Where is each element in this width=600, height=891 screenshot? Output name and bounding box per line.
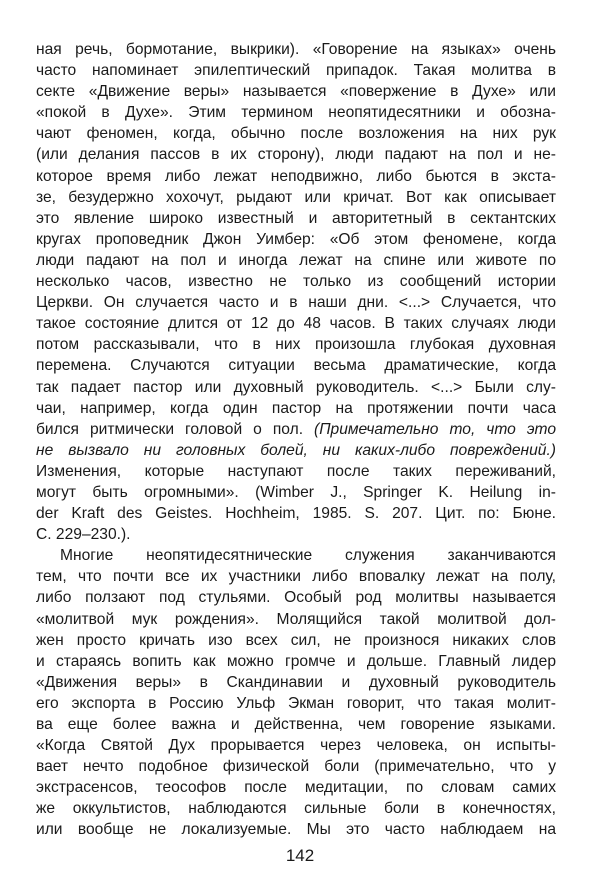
- text-line: так падает пастор или духовный руководитель. <...> Были слу-: [36, 378, 556, 396]
- text-line: потом рассказывали, что в них произошла глубокая духовная: [36, 336, 556, 354]
- text-line: такое состояние длится от 12 до 48 часов. В таких случаях люди: [36, 315, 556, 333]
- text-line: «Движения веры» в Скандинавии и духовный руководитель: [36, 673, 556, 691]
- text-line: люди падают на пол и иногда лежат на спине или животе по: [36, 251, 556, 269]
- text-line: Изменения, которые наступают после таких переживаний,: [36, 462, 556, 480]
- text-line: же оккультистов, наблюдаются сильные боли в конечностях,: [36, 800, 556, 818]
- text-line: бился ритмически головой о пол. (Примечательно то, что это: [36, 420, 556, 438]
- text-line: Церкви. Он случается часто и в наши дни. <...> Случается, что: [36, 294, 556, 312]
- text-line: С. 229–230.).: [36, 526, 131, 544]
- text-line: кругах проповедник Джон Уимбер: «Об этом феномене, когда: [36, 230, 556, 248]
- text-line: (или делания пассов в их сторону), люди падают на пол и не-: [36, 146, 556, 164]
- text-line: чают феномен, когда, обычно после возложения на них рук: [36, 125, 556, 143]
- body-text: [36, 39, 556, 841]
- text-line: Многие неопятидесятнические служения заканчиваются: [60, 547, 556, 565]
- text-line: его экспорта в Россию Ульф Экман говорит, что такая молит-: [36, 694, 556, 712]
- text-line: которое время либо лежат неподвижно, либо бьются в экста-: [36, 167, 556, 185]
- text-line: несколько часов, известно не только из сообщений истории: [36, 273, 556, 291]
- text-line: секте «Движение веры» называется «повержение в Духе» или: [36, 83, 556, 101]
- text-line: «покой в Духе». Этим термином неопятидесятники и обозна-: [36, 104, 556, 122]
- text-line: или вообще не локализуемые. Мы это часто наблюдаем на: [36, 821, 556, 839]
- text-line: чаи, например, когда один пастор на протяжении почти часа: [36, 399, 556, 417]
- text-line: тем, что почти все их участники либо вповалку лежат на полу,: [36, 568, 556, 586]
- text-line: перемена. Случаются ситуации весьма драматические, когда: [36, 357, 556, 375]
- text-line: ная речь, бормотание, выкрики). «Говорение на языках» очень: [36, 41, 556, 58]
- text-line: и стараясь вопить как можно громче и дольше. Главный лидер: [36, 652, 556, 670]
- text-line: не вызвало ни головных болей, ни каких-либо повреждений.): [36, 441, 556, 459]
- text-line: это явление широко известный и авторитетный в сектантских: [36, 209, 556, 227]
- text-line: зе, безудержно хохочут, рыдают или кричат. Вот как описывает: [36, 188, 556, 206]
- text-line: экстрасенсов, теософов после медитации, по словам самих: [36, 779, 556, 797]
- text-line: вает нечто подобное физической боли (примечательно, что у: [36, 758, 556, 776]
- text-line: либо ползают под стульями. Особый род молитвы называется: [36, 589, 556, 607]
- text-line: часто напоминает эпилептический припадок. Такая молитва в: [36, 62, 556, 80]
- text-line: ва еще более важна и действенна, чем говорение языками.: [36, 716, 556, 733]
- text-line: der Kraft des Geistes. Hochheim, 1985. S. 207. Цит. по: Бюне.: [36, 505, 556, 523]
- text-line: могут быть огромными». (Wimber J., Springer K. Heilung in-: [36, 483, 556, 501]
- text-line: «молитвой мук рождения». Молящийся такой молитвой дол-: [36, 610, 556, 628]
- text-line: «Когда Святой Дух прорывается через человека, он испыты-: [36, 737, 556, 755]
- page-number: 142: [285, 846, 315, 865]
- text-line: жен просто кричать изо всех сил, не произнося никаких слов: [36, 631, 556, 649]
